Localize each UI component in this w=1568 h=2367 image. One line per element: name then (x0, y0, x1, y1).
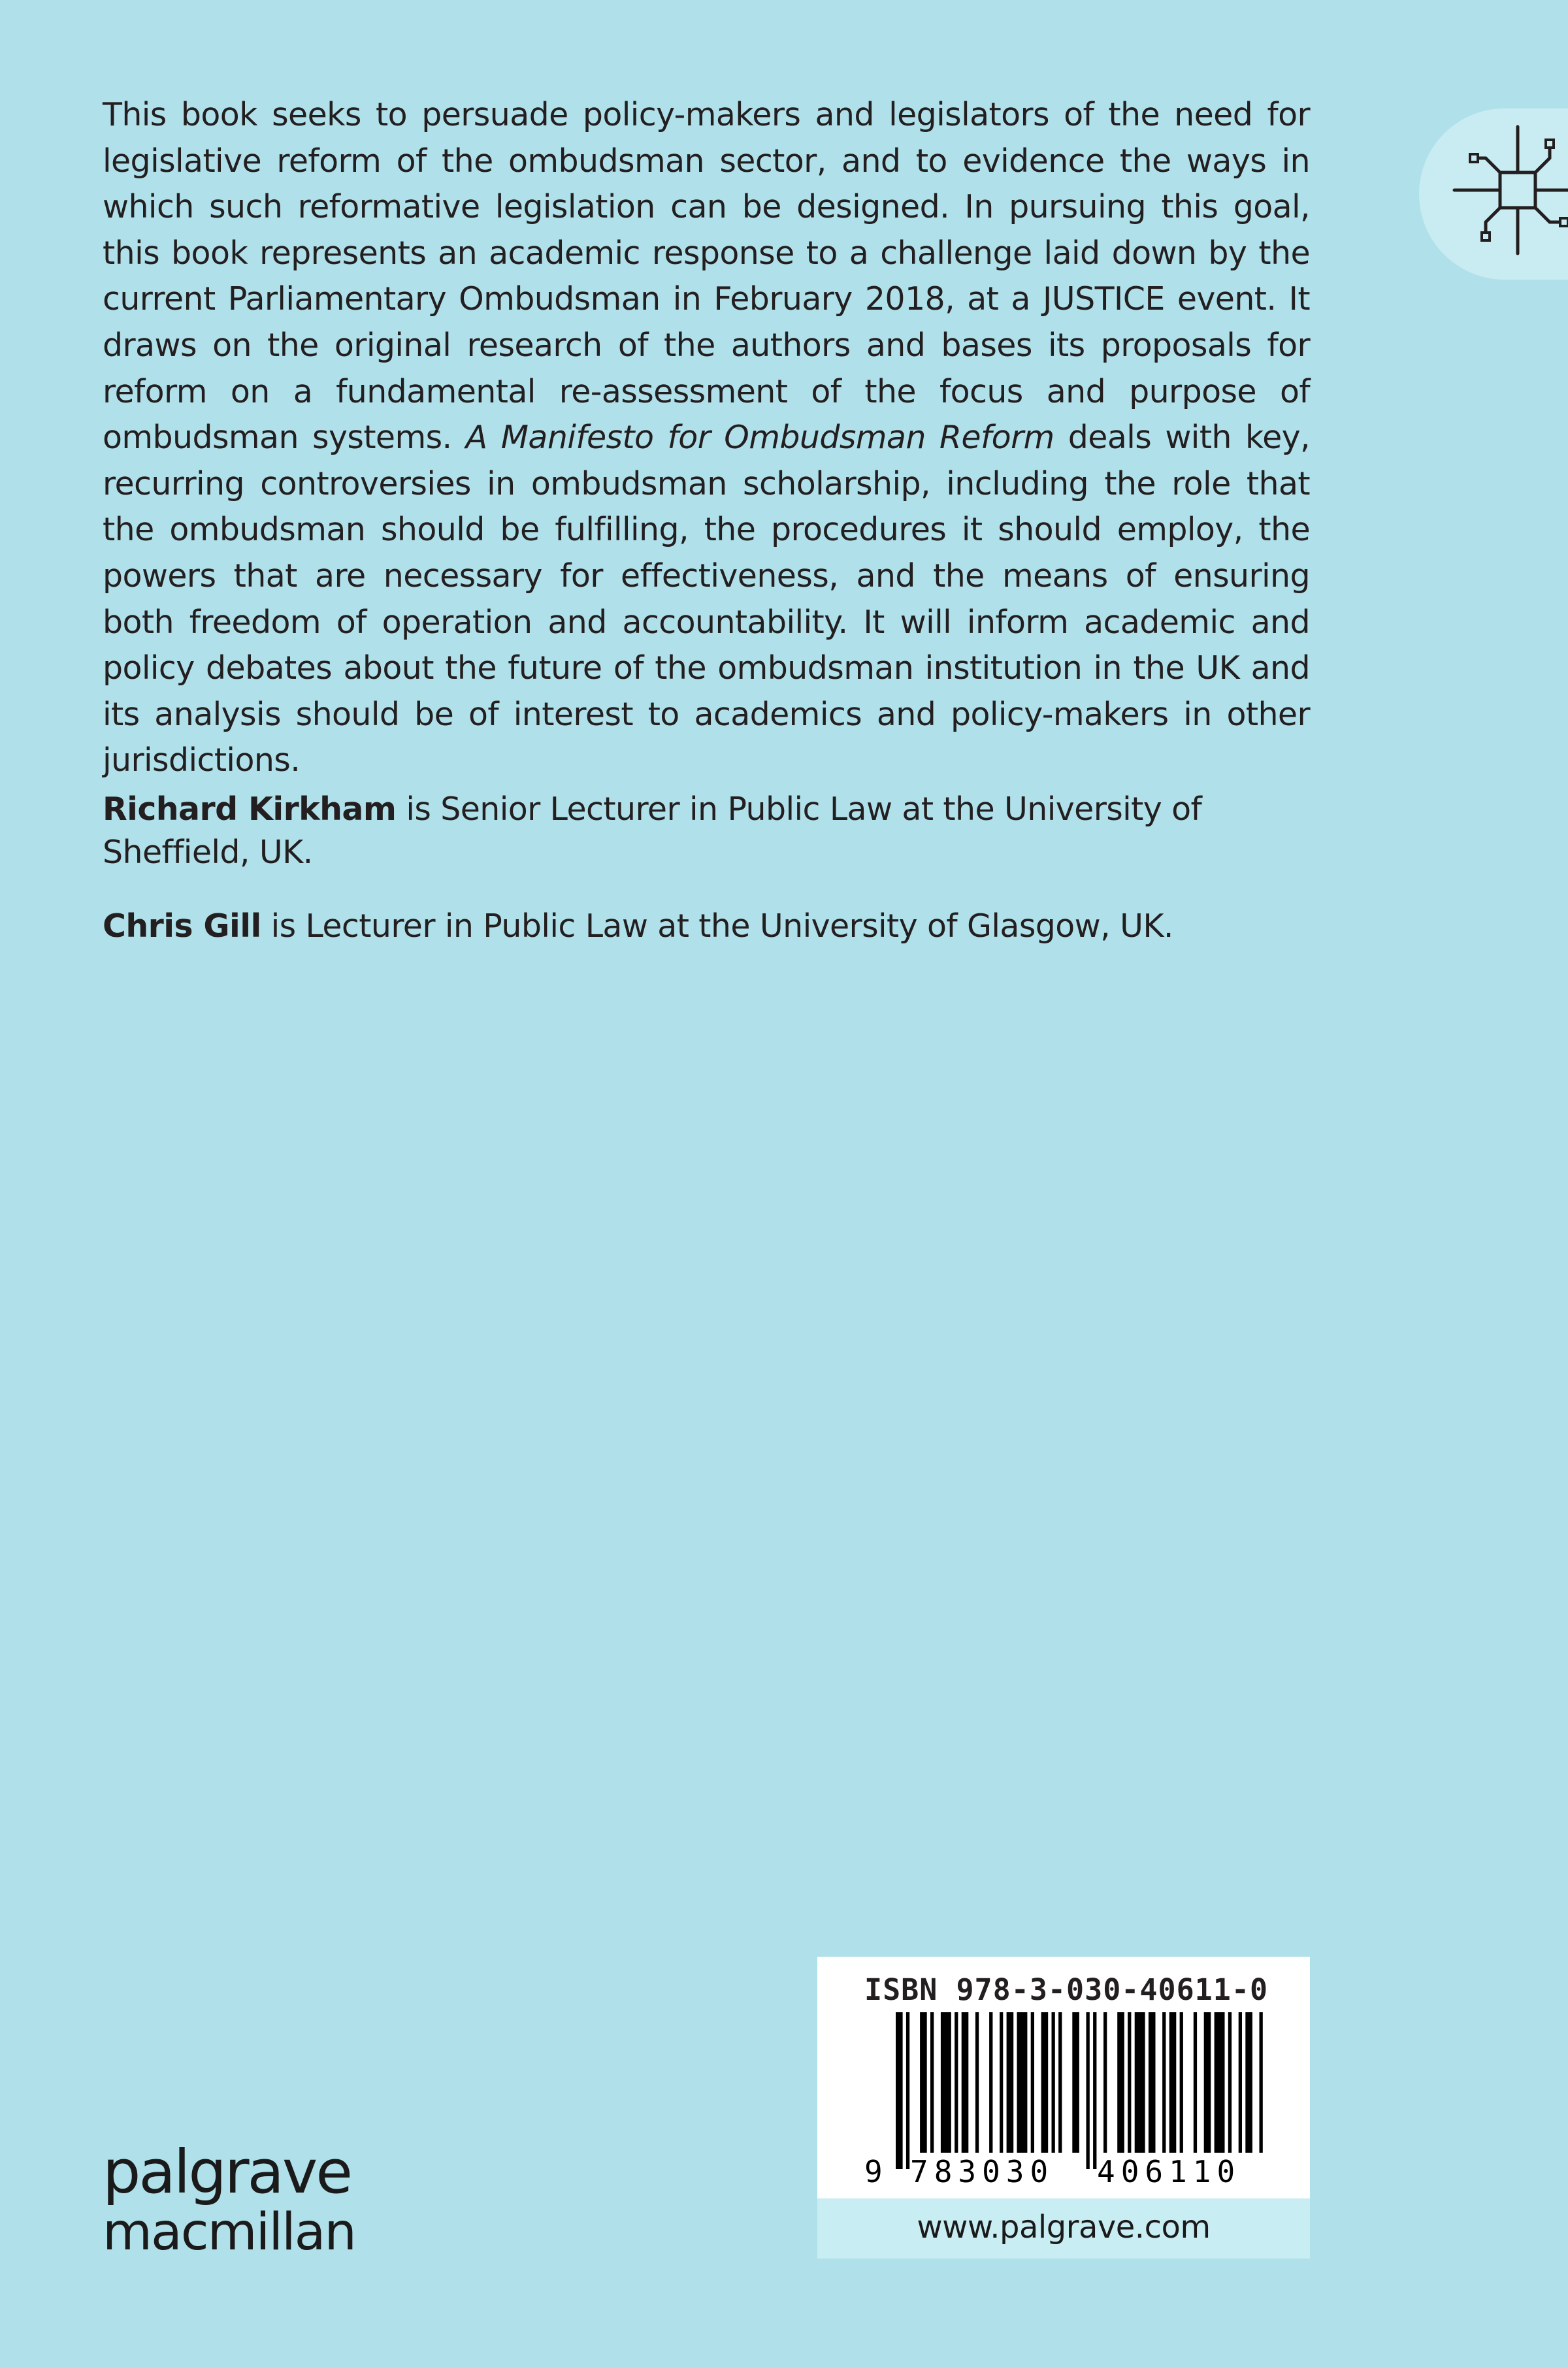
barcode-bar (906, 2012, 909, 2169)
author-bio-gill (103, 905, 1310, 948)
barcode-bar (1162, 2012, 1166, 2153)
publisher-logo-line1: palgrave (103, 2137, 351, 2207)
barcode-bar (1093, 2012, 1096, 2169)
barcode-bar (1000, 2012, 1003, 2153)
barcode-bar (1149, 2012, 1156, 2153)
barcode-image (817, 1957, 1310, 2198)
author-bio-text: is Lecturer in Public Law at the University of Glasgow, UK. (261, 907, 1173, 945)
barcode-bar (1135, 2012, 1145, 2153)
barcode-bar (1215, 2012, 1225, 2153)
barcode-bar (1204, 2012, 1211, 2153)
barcode-bar (1128, 2012, 1131, 2153)
barcode-bar (1169, 2012, 1177, 2153)
barcode-bar (975, 2012, 979, 2153)
author-bio-kirkham (103, 788, 1310, 874)
description-text-part2: deals with key, recurring controversies in ombudsman scholarship, including the role that the ombudsman should be fulfilling, the procedures it should employ, the powers that are necessary for effectiveness, and the means of ensuring both freedom of operation and accountability. It will inform academic and policy debates about the future of the ombudsman institution in the UK and its analysis should be of interest to academics and policy-makers in other jurisdictions. (103, 419, 1310, 779)
publisher-logo (103, 2137, 355, 2262)
isbn-label: ISBN 978-3-030-40611-0 (864, 1972, 1269, 2007)
author-bio-text: is Senior Lecturer in Public Law at the University of Sheffield, UK. (103, 791, 1202, 871)
barcode-bar (1117, 2012, 1124, 2153)
barcode-bar (941, 2012, 951, 2153)
barcode-bar (930, 2012, 934, 2153)
barcode-bar (1194, 2012, 1197, 2153)
barcode-bar (989, 2012, 992, 2153)
barcode-bar (1072, 2012, 1079, 2153)
barcode-bar (1239, 2012, 1242, 2153)
barcode-bar (920, 2012, 927, 2153)
barcode-left-digits: 783030 (910, 2154, 1054, 2189)
barcode-bar (1103, 2012, 1107, 2153)
author-name: Richard Kirkham (103, 791, 397, 828)
publisher-website: www.palgrave.com (917, 2209, 1211, 2245)
network-node-icon (1448, 120, 1568, 260)
publisher-logo-line2: macmillan (103, 2203, 355, 2262)
barcode-bar (1260, 2012, 1263, 2153)
website-box (817, 2198, 1310, 2259)
barcode-bar (1245, 2012, 1252, 2153)
barcode-bar (1052, 2012, 1055, 2153)
barcode-right-digits: 406110 (1097, 2154, 1241, 2189)
barcode-bar (1058, 2012, 1062, 2153)
barcode-bar (1017, 2012, 1028, 2153)
description-text-part1: This book seeks to persuade policy-makers and legislators of the need for legislative reform of the ombudsman sector, and to evidence the ways in which such reformative legislation can be designed. In pursuing this goal, this book represents an academic response to a challenge laid down by the current Parliamentary Ombudsman in February 2018, at a JUSTICE event. It draws on the original research of the authors and bases its proposals for reform on a fundamental re-assessment of the focus and purpose of ombudsman systems. (103, 96, 1310, 457)
book-description (103, 92, 1310, 784)
barcode-bar (955, 2012, 958, 2153)
book-title-italic: A Manifesto for Ombudsman Reform (465, 419, 1054, 457)
barcode-bar (1180, 2012, 1183, 2153)
barcode-bar (1228, 2012, 1232, 2153)
barcode-bars (896, 2012, 1263, 2169)
barcode-bar (1007, 2012, 1014, 2153)
barcode-bar (962, 2012, 969, 2153)
barcode-bar (1086, 2012, 1090, 2169)
isbn-barcode-box (817, 1957, 1310, 2198)
barcode-bar (896, 2012, 903, 2169)
author-name: Chris Gill (103, 907, 261, 945)
barcode-first-digit: 9 (864, 2154, 883, 2189)
barcode-bar (1041, 2012, 1049, 2153)
barcode-bar (1031, 2012, 1034, 2153)
